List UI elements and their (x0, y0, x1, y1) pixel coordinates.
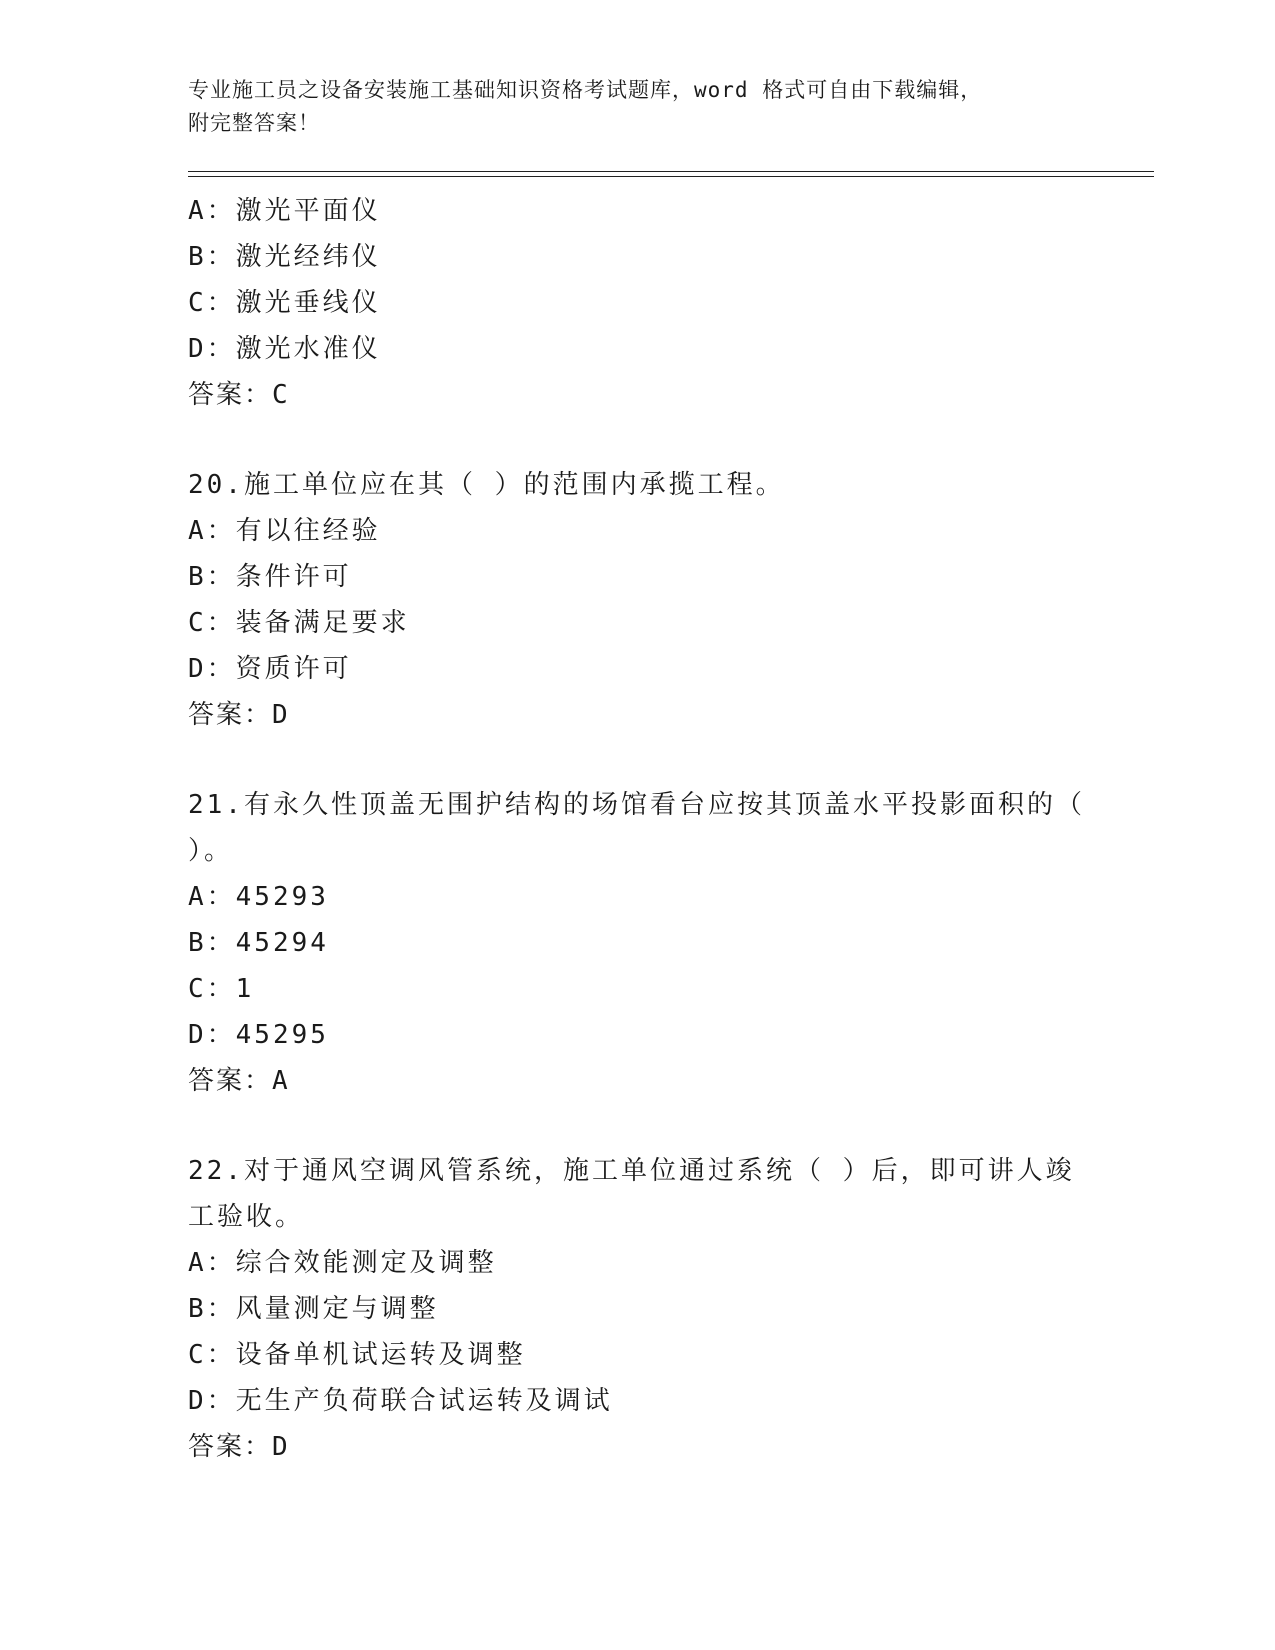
option-b: B：45294 (188, 928, 329, 958)
header-line-1: 专业施工员之设备安装施工基础知识资格考试题库，word 格式可自由下载编辑， (188, 78, 983, 102)
header-line-2: 附完整答案！ (188, 111, 320, 135)
option-a: A：综合效能测定及调整 (188, 1248, 497, 1278)
question-stem: 22.对于通风空调风管系统，施工单位通过系统（ ）后，即可讲人竣 (188, 1156, 1075, 1186)
option-c: C：1 (188, 974, 255, 1004)
answer: 答案：D (188, 1432, 290, 1462)
question-21 (188, 782, 1088, 1104)
option-c: C：装备满足要求 (188, 608, 410, 638)
option-c: C：设备单机试运转及调整 (188, 1340, 526, 1370)
question-20 (188, 462, 1088, 738)
option-b: B：激光经纬仪 (188, 242, 381, 272)
option-b: B：条件许可 (188, 562, 352, 592)
option-a: A：45293 (188, 882, 329, 912)
question-stem-continued: ）。 (188, 836, 234, 866)
question-stem-continued: 工验收。 (188, 1202, 305, 1232)
option-a: A：激光平面仪 (188, 196, 381, 226)
question-content (188, 188, 1088, 1470)
question-stem: 20.施工单位应在其（ ）的范围内承揽工程。 (188, 470, 785, 500)
option-c: C：激光垂线仪 (188, 288, 381, 318)
top-block (188, 188, 1088, 418)
option-d: D：无生产负荷联合试运转及调试 (188, 1386, 613, 1416)
header-rule-bottom (188, 176, 1154, 177)
spacer (188, 418, 1088, 462)
question-stem: 21.有永久性顶盖无围护结构的场馆看台应按其顶盖水平投影面积的（ (188, 790, 1085, 820)
answer: 答案：A (188, 1066, 290, 1096)
option-a: A：有以往经验 (188, 516, 381, 546)
question-22 (188, 1148, 1088, 1470)
option-b: B：风量测定与调整 (188, 1294, 439, 1324)
answer: 答案：C (188, 380, 290, 410)
option-d: D：资质许可 (188, 654, 352, 684)
document-header (188, 74, 1088, 140)
spacer (188, 738, 1088, 782)
answer: 答案：D (188, 700, 290, 730)
header-rule-top (188, 171, 1154, 172)
spacer (188, 1104, 1088, 1148)
option-d: D：激光水准仪 (188, 334, 381, 364)
option-d: D：45295 (188, 1020, 329, 1050)
